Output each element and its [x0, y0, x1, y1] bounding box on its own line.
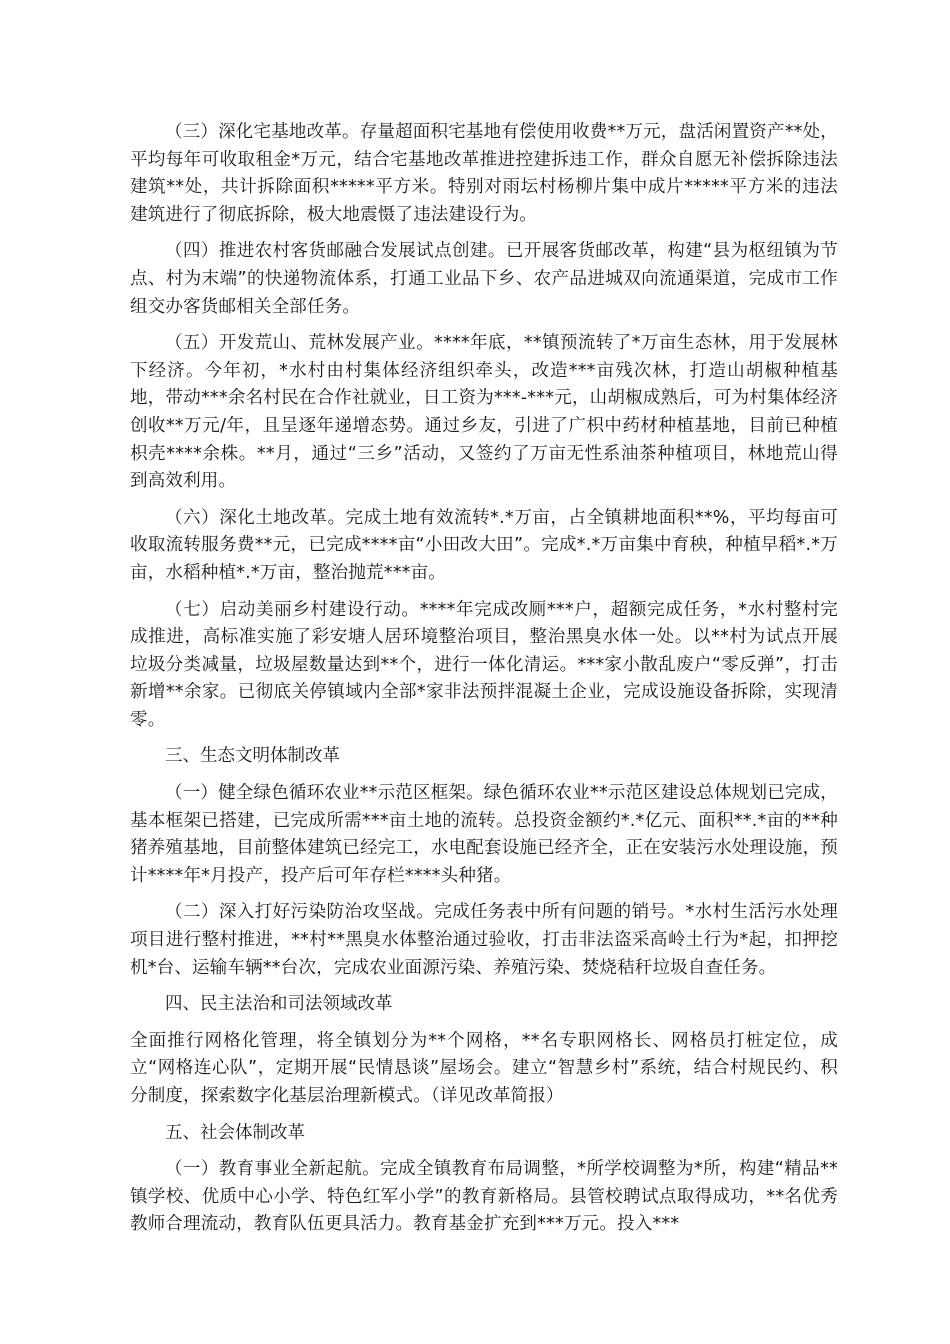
para-green-agriculture: （一）健全绿色循环农业**示范区框架。绿色循环农业**示范区建设总体规划已完成，基本框架已搭建，已完成所需***亩土地的流转。总投资金额约*.*亿元、面积**.*亩的**种猪养殖基地，目前整体建筑已经完工，水电配套设施已经齐全，正在安装污水处理设施，预计****年*月投产，投产后可年存栏****头种猪。 — [130, 783, 838, 886]
para-rural-construction: （七）启动美丽乡村建设行动。****年完成改厕***户，超额完成任务，*水村整村完成推进，高标准实施了彩安塘人居环境整治项目，整治黑臭水体一处。以**村为试点开展垃圾分类减量，垃圾屋数量达到**个，进行一体化清运。***家小散乱废户“零反弹”，打击新增**余家。已彻底关停镇域内全部*家非法预拌混凝土企业，完成设施设备拆除，实现清零。 — [130, 599, 838, 730]
heading-rule-of-law: 四、民主法治和司法领域改革 — [165, 994, 393, 1015]
para-homestead-reform: （三）深化宅基地改革。存量超面积宅基地有偿使用收费**万元，盘活闲置资产**处，平均每年可收取租金*万元，结合宅基地改革推进控建拆违工作，群众自愿无补偿拆除违法建筑**处，共计拆除面积*****平方米。特别对雨坛村杨柳片集中成片*****平方米的违法建筑进行了彻底拆除，极大地震慑了违法建设行为。 — [130, 122, 838, 225]
document-page — [130, 119, 838, 1248]
para-education: （一）教育事业全新起航。完成全镇教育布局调整，*所学校调整为*所，构建“精品**镇学校、优质中心小学、特色红军小学”的教育新格局。县管校聘试点取得成功，**名优秀教师合理流动，教育队伍更具活力。教育基金扩充到***万元。投入*** — [130, 1159, 838, 1235]
heading-social: 五、社会体制改革 — [165, 1122, 305, 1143]
para-barren-hills: （五）开发荒山、荒林发展产业。****年底，**镇预流转了*万亩生态林，用于发展林下经济。今年初，*水村由村集体经济组织牵头，改造***亩残次林，打造山胡椒种植基地，带动***余名村民在合作社就业，日工资为***-***元，山胡椒成熟后，可为村集体经济创收**万元/年，且呈逐年递增态势。通过乡友，引进了广枳中药材种植基地，目前已种植枳壳****余株。**月，通过“三乡”活动，又签约了万亩无性系油茶种植项目，林地荒山得到高效利用。 — [130, 333, 838, 492]
para-pollution-control: （二）深入打好污染防治攻坚战。完成任务表中所有问题的销号。*水村生活污水处理项目进行整村推进，**村**黑臭水体整治通过验收，打击非法盗采高岭土行为*起，扣押挖机*台、运输车辆**台次，完成农业面源污染、养殖污染、焚烧秸秆垃圾自查任务。 — [130, 902, 838, 978]
para-postal-logistics: （四）推进农村客货邮融合发展试点创建。已开展客货邮改革，构建“县为枢纽镇为节点、村为末端”的快递物流体系，打通工业品下乡、农产品进城双向流通渠道，完成市工作组交办客货邮相关全部任务。 — [130, 241, 838, 317]
heading-ecological: 三、生态文明体制改革 — [165, 746, 340, 767]
para-land-reform: （六）深化土地改革。完成土地有效流转*.*万亩，占全镇耕地面积**%，平均每亩可收取流转服务费**元，已完成****亩“小田改大田”。完成*.*万亩集中育秧，种植早稻*.*万亩，水稻种植*.*万亩，整治抛荒***亩。 — [130, 507, 838, 583]
para-grid-management: 全面推行网格化管理，将全镇划分为**个网格，**名专职网格长、网格员打桩定位，成立“网格连心队”，定期开展“民情恳谈”屋场会。建立“智慧乡村”系统，结合村规民约、积分制度，探索数字化基层治理新模式。（详见改革简报） — [130, 1030, 838, 1106]
